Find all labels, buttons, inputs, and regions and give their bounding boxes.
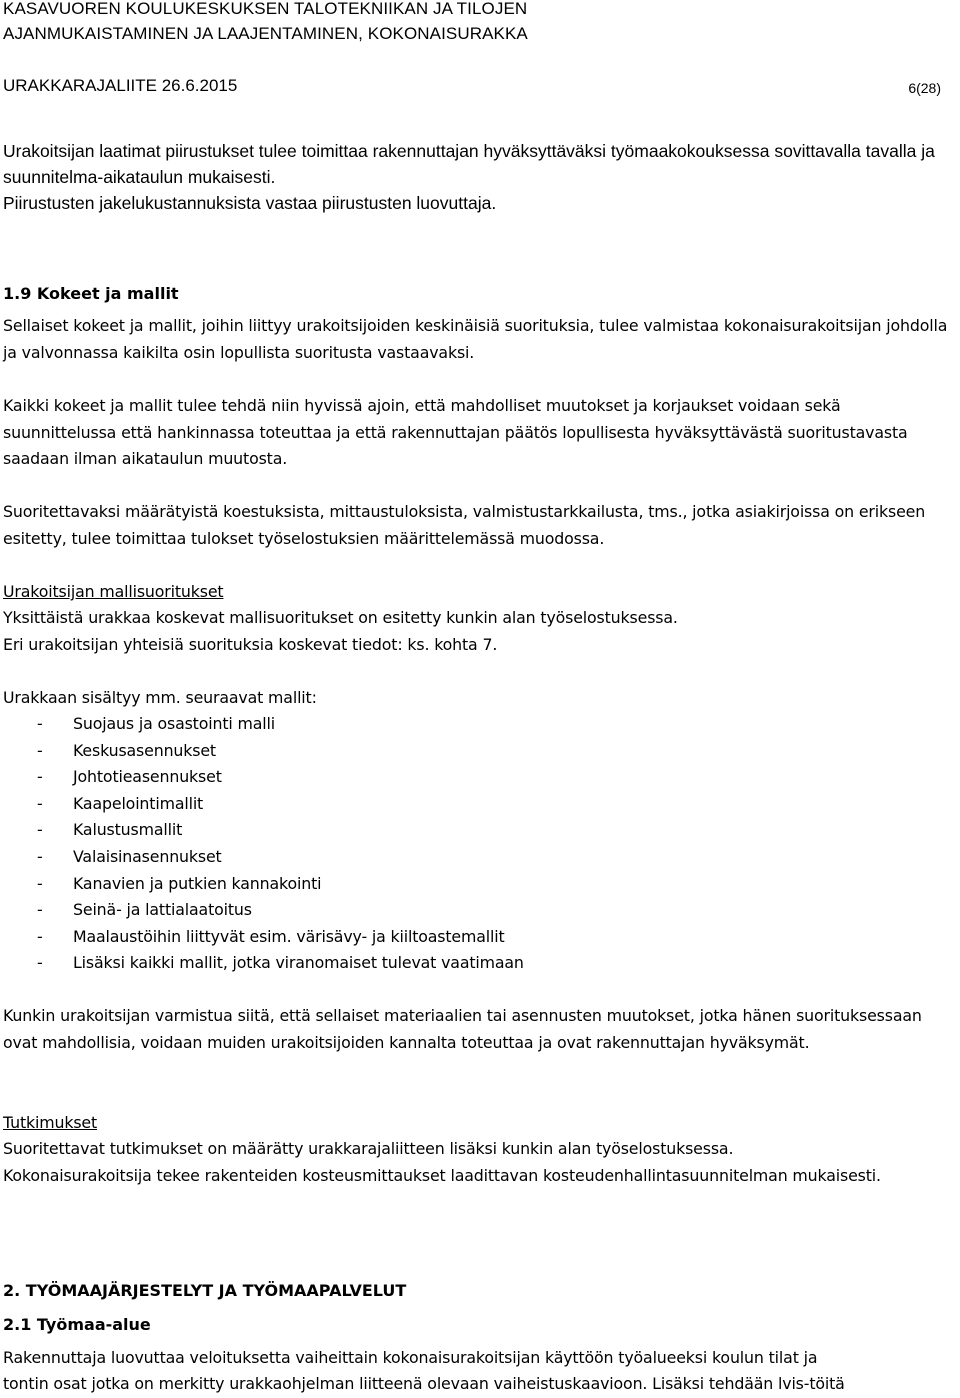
list-bullet: - bbox=[37, 846, 43, 866]
section-1-9-paragraph-7: Suoritettavat tutkimukset on määrätty urakkarajaliitteen lisäksi kunkin alan työselostuksessa. bbox=[3, 1139, 734, 1158]
list-bullet: - bbox=[37, 740, 43, 760]
list-bullet: - bbox=[37, 873, 43, 893]
header-title-line-1: KASAVUOREN KOULUKESKUKSEN TALOTEKNIIKAN JA TILOJEN bbox=[3, 0, 528, 18]
section-1-9-paragraph-1: Sellaiset kokeet ja mallit, joihin liittyy urakoitsijoiden keskinäisiä suorituksia, tulee valmistaa kokonaisurakoitsijan johdolla ja valvonnassa kaikilta osin lopullista suoritusta vastaavaksi. bbox=[3, 316, 948, 362]
intro-paragraph-2: Piirustusten jakelukustannuksista vastaa piirustusten luovuttaja. bbox=[3, 193, 497, 213]
tutkimukset-subheading: Tutkimukset bbox=[3, 1113, 98, 1132]
list-item-text: Maalaustöihin liittyvät esim. värisävy- ja kiiltoastemallit bbox=[73, 926, 505, 946]
list-bullet: - bbox=[37, 926, 43, 946]
mallisuoritukset-subheading: Urakoitsijan mallisuoritukset bbox=[3, 582, 224, 601]
list-item bbox=[3, 950, 524, 977]
page-number: 6(28) bbox=[908, 80, 941, 96]
list-item-text: Kalustusmallit bbox=[73, 820, 183, 840]
list-item bbox=[3, 924, 524, 951]
list-bullet: - bbox=[37, 953, 43, 973]
section-1-9-paragraph-3: Suoritettavaksi määrätyistä koestuksista, mittaustuloksista, valmistustarkkailusta, tms., jotka asiakirjoissa on erikseen esitetty, tulee toimittaa tulokset työselostuksien määrittelemässä muodossa. bbox=[3, 502, 926, 548]
list-item bbox=[3, 871, 524, 898]
list-item-text: Seinä- ja lattialaatoitus bbox=[73, 900, 252, 920]
list-item bbox=[3, 764, 524, 791]
list-item-text: Kaapelointimallit bbox=[73, 793, 204, 813]
list-item-text: Lisäksi kaikki mallit, jotka viranomaiset tulevat vaatimaan bbox=[73, 953, 524, 973]
intro-paragraph-1: Urakoitsijan laatimat piirustukset tulee toimittaa rakennuttajan hyväksyttäväksi työmaakokouksessa sovittavalla tavalla ja suunnitelma-aikataulun mukaisesti. bbox=[3, 141, 935, 187]
section-1-9-paragraph-6: Kunkin urakoitsijan varmistua siitä, että sellaiset materiaalien tai asennusten muutokset, jotka hänen suorituksessaan ovat mahdollisia, voidaan muiden urakoitsijoiden kannalta toteuttaa ja ovat rakennuttajan hyväksymät. bbox=[3, 1006, 922, 1052]
section-2-1-paragraph-line-1: Rakennuttaja luovuttaa veloituksetta vaiheittain kokonaisurakoitsijan käyttöön työalueeksi koulun tilat ja bbox=[3, 1348, 818, 1367]
list-bullet: - bbox=[37, 793, 43, 813]
list-item bbox=[3, 897, 524, 924]
section-2-1-heading: 2.1 Työmaa-alue bbox=[3, 1315, 151, 1334]
list-item-text: Keskusasennukset bbox=[73, 740, 216, 760]
section-2-1-paragraph-line-2: tontin osat jotka on merkitty urakkaohjelman liitteenä olevaan vaiheistuskaavioon. Lisäksi tehdään lvis-töitä bbox=[3, 1374, 845, 1393]
list-item-text: Suojaus ja osastointi malli bbox=[73, 714, 275, 733]
section-1-9-paragraph-8: Kokonaisurakoitsija tekee rakenteiden kosteusmittaukset laadittavan kosteudenhallintasuunnitelman mukaisesti. bbox=[3, 1166, 881, 1185]
mallit-list bbox=[3, 711, 524, 977]
list-item bbox=[3, 817, 524, 844]
list-item bbox=[3, 791, 524, 818]
list-bullet: - bbox=[37, 900, 43, 920]
document-header-title bbox=[3, 0, 528, 46]
section-1-9-heading: 1.9 Kokeet ja mallit bbox=[3, 284, 179, 303]
section-1-9-paragraph-2: Kaikki kokeet ja mallit tulee tehdä niin hyvissä ajoin, että mahdolliset muutokset ja korjaukset voidaan sekä suunnittelussa että hankinnassa toteuttaa ja että rakennuttajan päätös lopullisesta hyväksyttävästä suoritustavasta saadaan ilman aikataulun muutosta. bbox=[3, 396, 908, 469]
section-1-9-paragraph-5: Eri urakoitsijan yhteisiä suorituksia koskevat tiedot: ks. kohta 7. bbox=[3, 635, 498, 654]
section-1-9-paragraph-4: Yksittäistä urakkaa koskevat mallisuoritukset on esitetty kunkin alan työselostuksessa. bbox=[3, 608, 678, 627]
document-reference: URAKKARAJALIITE 26.6.2015 bbox=[3, 76, 238, 95]
list-item bbox=[3, 844, 524, 871]
list-item-text: Johtotieasennukset bbox=[73, 767, 222, 787]
header-title-line-2: AJANMUKAISTAMINEN JA LAAJENTAMINEN, KOKONAISURAKKA bbox=[3, 24, 528, 43]
list-intro: Urakkaan sisältyy mm. seuraavat mallit: bbox=[3, 688, 317, 707]
list-bullet: - bbox=[37, 820, 43, 840]
list-item bbox=[3, 738, 524, 765]
section-2-heading: 2. TYÖMAAJÄRJESTELYT JA TYÖMAAPALVELUT bbox=[3, 1281, 407, 1300]
list-bullet: - bbox=[37, 767, 43, 787]
list-bullet: - bbox=[37, 714, 43, 733]
list-item bbox=[3, 711, 524, 738]
list-item-text: Valaisinasennukset bbox=[73, 846, 222, 866]
list-item-text: Kanavien ja putkien kannakointi bbox=[73, 873, 322, 893]
